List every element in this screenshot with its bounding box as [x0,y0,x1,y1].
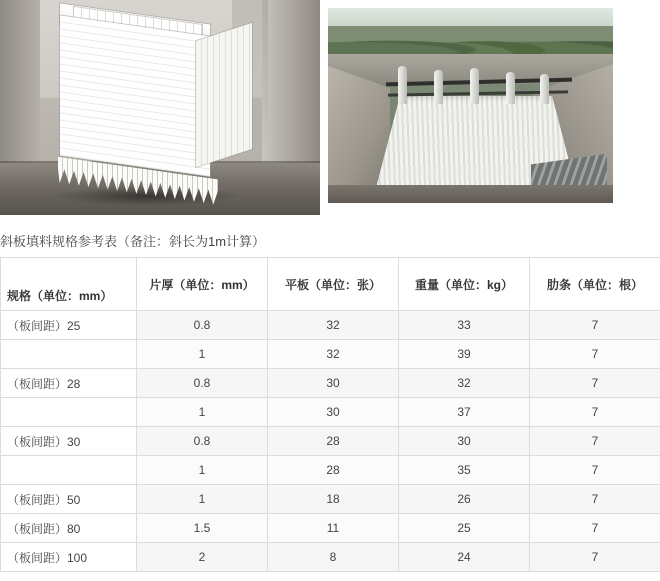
cell-flat-plate: 32 [268,340,399,369]
cell-thickness: 0.8 [137,427,268,456]
tank-foreground-ground [328,185,613,203]
column-header-thickness: 片厚（单位：mm） [137,258,268,311]
cell-thickness: 1 [137,340,268,369]
photo-lamella-plate-packs-stacked-indoors [0,0,320,215]
table-row [1,514,660,543]
cell-thickness: 1 [137,398,268,427]
column-header-flat-plate: 平板（单位：张） [268,258,399,311]
cell-spec: （板间距）100 [1,543,137,572]
column-header-spec: 规格（单位：mm） [1,258,137,311]
cell-spec: （板间距）30 [1,427,137,456]
cell-thickness: 1 [137,485,268,514]
cell-spec: （板间距）28 [1,369,137,398]
cell-rib: 7 [530,514,660,543]
table-row [1,369,660,398]
cell-thickness: 0.8 [137,311,268,340]
cell-spec: （板间距）50 [1,485,137,514]
product-photo-strip [0,0,660,215]
cell-rib: 7 [530,427,660,456]
cell-flat-plate: 30 [268,398,399,427]
cell-weight: 32 [399,369,530,398]
cell-flat-plate: 28 [268,456,399,485]
cell-rib: 7 [530,543,660,572]
cell-spec [1,398,137,427]
inlet-pipe [434,70,443,104]
spec-table [0,257,660,572]
cell-rib: 7 [530,398,660,427]
inlet-pipe-group [390,60,566,104]
photo-sedimentation-tank-with-lamella-installed [328,8,613,203]
table-row [1,311,660,340]
cell-rib: 7 [530,340,660,369]
spec-table-head [1,258,660,311]
cell-flat-plate: 30 [268,369,399,398]
cell-rib: 7 [530,485,660,514]
cell-flat-plate: 28 [268,427,399,456]
inlet-pipe [506,72,515,104]
cell-weight: 25 [399,514,530,543]
inlet-pipe [398,66,407,104]
table-row [1,398,660,427]
table-row [1,456,660,485]
plate-pack-front-face [60,15,210,176]
cell-weight: 33 [399,311,530,340]
spec-table-body [1,311,660,572]
column-header-rib: 肋条（单位：根） [530,258,660,311]
cell-flat-plate: 18 [268,485,399,514]
cell-flat-plate: 11 [268,514,399,543]
cell-weight: 37 [399,398,530,427]
inlet-pipe [540,74,549,104]
cell-weight: 35 [399,456,530,485]
cell-spec: （板间距）80 [1,514,137,543]
cell-weight: 24 [399,543,530,572]
cell-thickness: 2 [137,543,268,572]
cell-rib: 7 [530,311,660,340]
cell-weight: 39 [399,340,530,369]
table-caption: 斜板填料规格参考表（备注：斜长为1m计算） [0,234,266,249]
cell-spec: （板间距）25 [1,311,137,340]
table-row [1,340,660,369]
cell-weight: 26 [399,485,530,514]
table-header-row [1,258,660,311]
cell-weight: 30 [399,427,530,456]
inlet-pipe [470,68,479,104]
cell-thickness: 1.5 [137,514,268,543]
table-row [1,543,660,572]
table-row [1,485,660,514]
column-header-weight: 重量（单位：kg） [399,258,530,311]
cell-flat-plate: 8 [268,543,399,572]
cell-rib: 7 [530,456,660,485]
cell-spec [1,340,137,369]
cell-flat-plate: 32 [268,311,399,340]
cell-spec [1,456,137,485]
plate-pack-side-face [196,23,252,167]
table-row [1,427,660,456]
cell-rib: 7 [530,369,660,398]
cell-thickness: 0.8 [137,369,268,398]
cell-thickness: 1 [137,456,268,485]
